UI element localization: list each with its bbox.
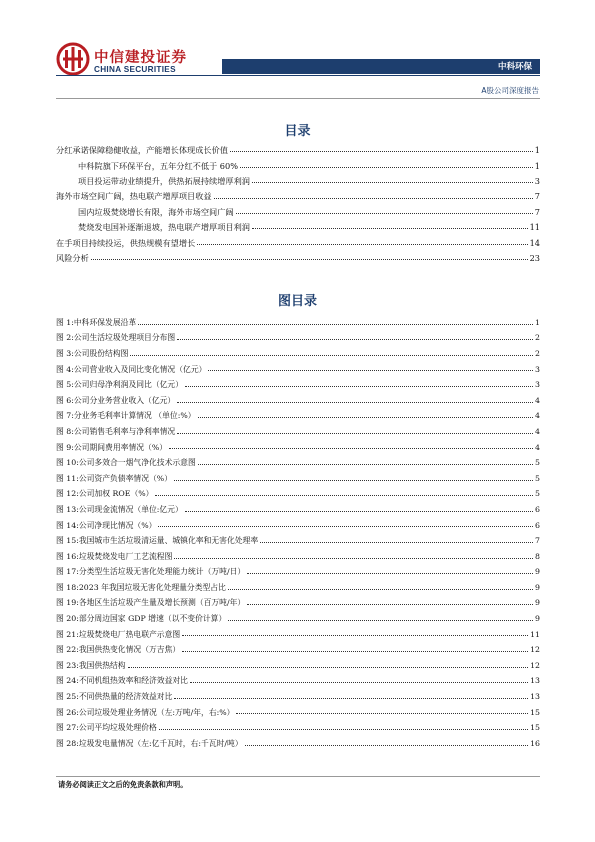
figure-leader-dots: [198, 464, 533, 465]
toc-entry[interactable]: [56, 247, 540, 262]
figure-leader-dots: [198, 417, 533, 418]
figure-entry-page: 13: [530, 676, 540, 686]
figure-entry[interactable]: [56, 654, 540, 670]
footer-divider: [56, 776, 540, 777]
figure-leader-dots: [208, 370, 533, 371]
figure-entry[interactable]: [56, 545, 540, 561]
toc-list: [56, 139, 540, 262]
figure-entry-page: 16: [530, 738, 540, 748]
figure-entry-label: 图 26:公司垃圾处理业务情况（左:万吨/年，右:%）: [56, 707, 235, 717]
figure-entry-label: 图 10:公司多效合一烟气净化技术示意图: [56, 458, 196, 468]
toc-entry-label: 国内垃圾焚烧增长有限，海外市场空间广阔: [78, 206, 234, 217]
figure-entry[interactable]: [56, 451, 540, 467]
figure-leader-dots: [236, 713, 528, 714]
toc-entry-label: 在手项目持续投运，供热规模有望增长: [56, 237, 196, 248]
figure-entry-page: 8: [535, 551, 540, 561]
figure-entry[interactable]: [56, 623, 540, 639]
toc-entry-label: 分红承诺保障稳健收益，产能增长体现成长价值: [56, 145, 228, 156]
figure-entry-label: 图 16:垃圾焚烧发电厂工艺流程图: [56, 551, 173, 561]
toc-entry-label: 海外市场空间广阔，热电联产增厚项目收益: [56, 191, 212, 202]
figure-entry-page: 11: [530, 629, 540, 639]
figure-leader-dots: [138, 324, 533, 325]
figure-leader-dots: [182, 635, 528, 636]
figure-entry-page: 6: [535, 504, 540, 514]
figure-entry-label: 图 12:公司加权 ROE（%）: [56, 489, 154, 499]
toc-leader-dots: [252, 228, 528, 229]
report-type-divider: [56, 98, 540, 99]
figure-entry-page: 6: [535, 520, 540, 530]
toc-entry-page: 11: [529, 222, 540, 233]
figure-entry-label: 图 1:中科环保发展沿革: [56, 317, 137, 327]
figure-leader-dots: [245, 745, 528, 746]
figure-entry-page: 13: [530, 692, 540, 702]
toc-entry-page: 1: [534, 160, 540, 171]
figure-entry[interactable]: [56, 389, 540, 405]
toc-entry-label: 项目投运带动业绩提升，供热拓展持续增厚利润: [78, 175, 250, 186]
figure-leader-dots: [174, 558, 533, 559]
figure-entry[interactable]: [56, 607, 540, 623]
toc-entry[interactable]: [56, 201, 540, 216]
logo-chinese-name: 中信建投证券: [94, 50, 187, 66]
figure-entry-page: 2: [535, 348, 540, 358]
figure-leader-dots: [182, 651, 528, 652]
figure-entry[interactable]: [56, 373, 540, 389]
figure-entry-page: 1: [535, 317, 540, 327]
figure-entry-page: 12: [530, 645, 540, 655]
figure-entry[interactable]: [56, 467, 540, 483]
figure-leader-dots: [174, 480, 533, 481]
figure-entry[interactable]: [56, 436, 540, 452]
figure-entry-label: 图 11:公司资产负债率情况（%）: [56, 473, 172, 483]
figure-entry-label: 图 25:不同供热量的经济效益对比: [56, 692, 173, 702]
toc-entry-page: 1: [534, 145, 540, 156]
toc-entry[interactable]: [56, 170, 540, 185]
toc-leader-dots: [197, 244, 527, 245]
figure-leader-dots: [260, 542, 533, 543]
toc-leader-dots: [214, 198, 533, 199]
header-bar: [222, 59, 540, 74]
figure-leader-dots: [247, 604, 533, 605]
toc-entry[interactable]: [56, 231, 540, 246]
figure-leader-dots: [177, 433, 533, 434]
figure-entry-page: 3: [535, 364, 540, 374]
company-logo: [56, 42, 216, 78]
figure-entry-page: 15: [530, 723, 540, 733]
figure-entry-label: 图 9:公司期间费用率情况（%）: [56, 442, 168, 452]
figure-entry-label: 图 3:公司股份结构图: [56, 348, 129, 358]
figure-leader-dots: [228, 589, 533, 590]
figure-entry[interactable]: [56, 311, 540, 327]
figure-entry-label: 图 6:公司分业务营业收入（亿元）: [56, 395, 176, 405]
figure-entry-page: 9: [535, 582, 540, 592]
figure-leader-dots: [190, 682, 528, 683]
figure-entry-label: 图 15:我国城市生活垃圾清运量、城镇化率和无害化处理率: [56, 536, 259, 546]
company-tag: 中科环保: [497, 62, 532, 72]
figure-entry[interactable]: [56, 327, 540, 343]
figure-leader-dots: [158, 526, 533, 527]
header-divider: [56, 75, 540, 76]
figure-entry-page: 3: [535, 380, 540, 390]
footer-disclaimer: 请务必阅读正文之后的免责条款和声明。: [58, 780, 188, 789]
report-type-label: A股公司深度报告: [481, 86, 539, 95]
figure-entry-label: 图 5:公司归母净利润及同比（亿元）: [56, 380, 184, 390]
figure-entry[interactable]: [56, 670, 540, 686]
toc-entry-page: 3: [534, 175, 540, 186]
figure-entry-label: 图 28:垃圾发电量情况（左:亿千瓦时，右:千瓦时/吨）: [56, 738, 243, 748]
figure-entry-page: 12: [530, 660, 540, 670]
toc-leader-dots: [91, 259, 528, 260]
figure-entry[interactable]: [56, 576, 540, 592]
figure-entry-label: 图 21:垃圾焚烧电厂热电联产示意图: [56, 629, 181, 639]
toc-entry-label: 风险分析: [56, 252, 89, 263]
figure-entry-page: 15: [530, 707, 540, 717]
figure-leader-dots: [159, 729, 528, 730]
toc-entry-label: 中科院旗下环保平台，五年分红不低于 60%: [78, 160, 238, 171]
figure-entry[interactable]: [56, 732, 540, 748]
figure-leader-dots: [228, 620, 533, 621]
figure-leader-dots: [130, 355, 533, 356]
figure-entry[interactable]: [56, 358, 540, 374]
figure-entry[interactable]: [56, 529, 540, 545]
figure-entry-page: 9: [535, 567, 540, 577]
figure-entry-page: 4: [535, 442, 540, 452]
toc-entry[interactable]: [56, 154, 540, 169]
figure-leader-dots: [177, 339, 533, 340]
figure-entry-label: 图 24:不同机组热效率和经济效益对比: [56, 676, 188, 686]
figure-leader-dots: [169, 448, 533, 449]
figure-entry-label: 图 18:2023 年我国垃圾无害化处理量分类型占比: [56, 582, 226, 592]
figure-entry-label: 图 14:公司净现比情况（%）: [56, 520, 157, 530]
toc-entry-page: 14: [529, 237, 540, 248]
toc-leader-dots: [240, 167, 533, 168]
figure-entry-label: 图 17:分类型生活垃圾无害化处理能力统计（万吨/日）: [56, 567, 246, 577]
figure-leader-dots: [247, 573, 533, 574]
figure-entry-label: 图 8:公司销售毛利率与净利率情况: [56, 426, 176, 436]
figure-leader-dots: [174, 698, 528, 699]
figure-entry-page: 5: [535, 473, 540, 483]
figure-entry[interactable]: [56, 701, 540, 717]
toc-entry[interactable]: [56, 185, 540, 200]
figure-entry-label: 图 22:我国供热变化情况（万吉焦）: [56, 645, 181, 655]
figure-entry-label: 图 13:公司现金流情况（单位:亿元）: [56, 504, 183, 514]
toc-leader-dots: [230, 151, 533, 152]
figure-entry-label: 图 7:分业务毛利率计算情况 （单位:%）: [56, 411, 196, 421]
figure-entry-label: 图 20:部分周边国家 GDP 增速（以不变价计算）: [56, 614, 227, 624]
figure-entry-page: 2: [535, 333, 540, 343]
figure-entry-page: 9: [535, 598, 540, 608]
figure-entry[interactable]: [56, 420, 540, 436]
figure-entry[interactable]: [56, 514, 540, 530]
logo-english-name: CHINA SECURITIES: [94, 65, 176, 74]
figure-entry[interactable]: [56, 483, 540, 499]
toc-entry-page: 7: [534, 191, 540, 202]
figure-entry[interactable]: [56, 405, 540, 421]
figure-leader-dots: [128, 667, 528, 668]
figure-entry-page: 4: [535, 426, 540, 436]
figure-entry[interactable]: [56, 592, 540, 608]
figure-entry[interactable]: [56, 716, 540, 732]
figure-entry-label: 图 19:各地区生活垃圾产生量及增长预测（百万吨/年）: [56, 598, 246, 608]
figure-entry-label: 图 23:我国供热结构: [56, 660, 126, 670]
figure-leader-dots: [185, 386, 533, 387]
toc-entry-page: 7: [534, 206, 540, 217]
toc-entry-page: 23: [529, 252, 540, 263]
figure-entry[interactable]: [56, 561, 540, 577]
toc-leader-dots: [252, 182, 533, 183]
toc-entry-label: 焚烧发电国补逐渐退坡，热电联产增厚项目利润: [78, 222, 250, 233]
toc-leader-dots: [236, 213, 533, 214]
figure-entry-page: 4: [535, 411, 540, 421]
figure-entry[interactable]: [56, 498, 540, 514]
figure-entry-page: 5: [535, 489, 540, 499]
toc-title: 目录: [284, 124, 311, 139]
figure-entry-page: 5: [535, 458, 540, 468]
figure-leader-dots: [155, 495, 533, 496]
figure-entry-label: 图 2:公司生活垃圾处理项目分布图: [56, 333, 176, 343]
figure-entry-page: 7: [535, 536, 540, 546]
toc-entry[interactable]: [56, 139, 540, 154]
figure-entry-page: 9: [535, 614, 540, 624]
figure-entry-page: 4: [535, 395, 540, 405]
figure-list-title: 图目录: [277, 294, 317, 309]
figure-entry-label: 图 4:公司营业收入及同比变化情况（亿元）: [56, 364, 207, 374]
figure-leader-dots: [185, 511, 533, 512]
figure-entry[interactable]: [56, 638, 540, 654]
figure-entry[interactable]: [56, 685, 540, 701]
figure-entry-label: 图 27:公司平均垃圾处理价格: [56, 723, 157, 733]
china-securities-logo-icon: [56, 42, 90, 76]
figure-leader-dots: [177, 402, 533, 403]
figure-entry[interactable]: [56, 342, 540, 358]
figure-list: [56, 311, 540, 748]
toc-entry[interactable]: [56, 216, 540, 231]
